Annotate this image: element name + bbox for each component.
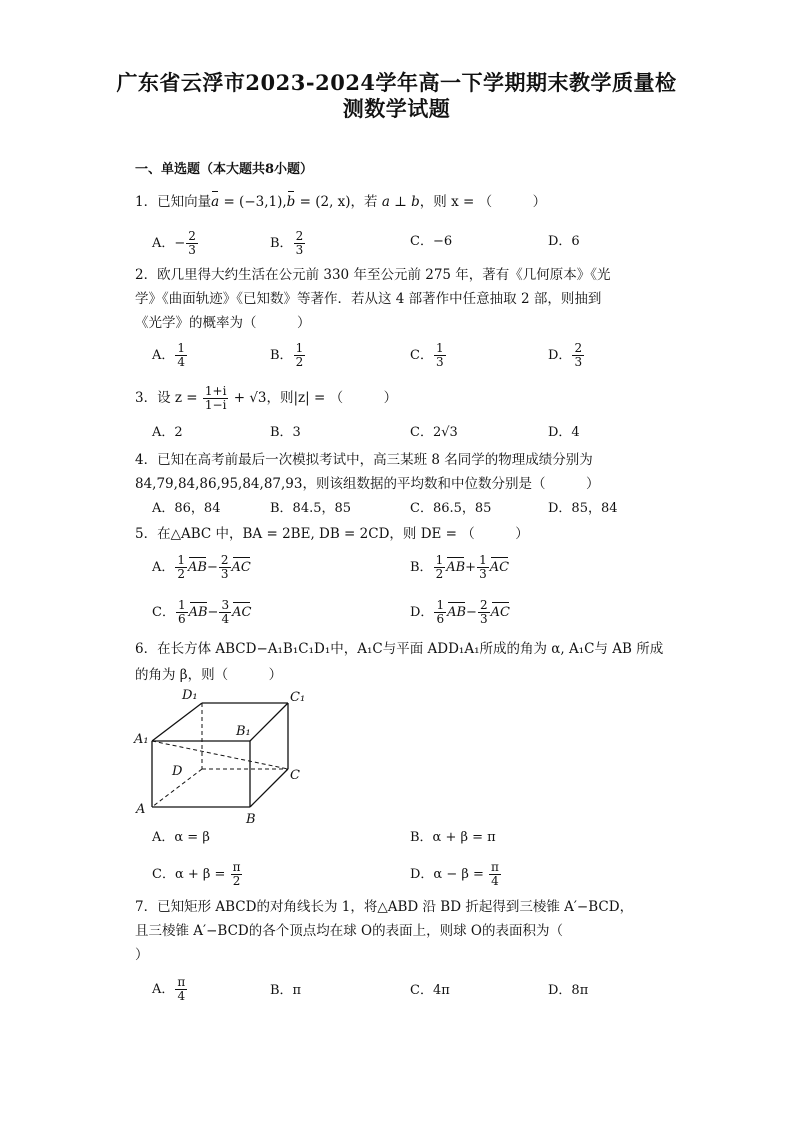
- fraction: [203, 385, 229, 412]
- question-6-line-2: 的角为 β，则（ ）: [135, 667, 283, 683]
- label-c1: C₁: [290, 690, 306, 705]
- fraction: [219, 554, 231, 581]
- q3-post: + √3，则|z| = （ ）: [229, 390, 398, 406]
- numerator: 2: [479, 598, 488, 612]
- q3-option-b[interactable]: B．3: [270, 425, 301, 440]
- fraction: [434, 554, 446, 581]
- numerator: 1: [177, 598, 186, 612]
- denominator: 2: [435, 567, 444, 581]
- q4-option-d[interactable]: D．85，84: [548, 501, 618, 516]
- vector: AC: [231, 560, 251, 575]
- label-d: D: [172, 764, 183, 779]
- q4-option-b[interactable]: B．84.5，85: [270, 501, 352, 516]
- question-7-line-3: ）: [135, 947, 149, 963]
- fraction: [175, 554, 187, 581]
- vector: AC: [232, 605, 252, 620]
- fraction: [478, 599, 490, 626]
- question-7-line-2: 且三棱锥 A′−BCD的各个顶点均在球 O的表面上，则球 O的表面积为（: [135, 923, 563, 939]
- vector: AC: [490, 605, 510, 620]
- q5-option-d[interactable]: [410, 599, 510, 626]
- question-4-line-2: 84,79,84,86,95,84,87,93，则该组数据的平均数和中位数分别是（ ）: [135, 476, 600, 492]
- option-label: A．: [152, 982, 175, 997]
- option-label: B．: [270, 348, 293, 363]
- denominator: 1−i: [204, 398, 227, 412]
- numerator: 2: [220, 553, 229, 567]
- denominator: 3: [220, 567, 229, 581]
- option-text: C．α + β =: [152, 867, 230, 882]
- q7-option-a[interactable]: [152, 976, 188, 1003]
- denominator: 3: [295, 243, 304, 257]
- denominator: 4: [491, 874, 499, 888]
- denominator: 3: [435, 355, 444, 369]
- operator: −: [207, 605, 219, 620]
- label-b: B: [246, 812, 256, 825]
- q2-option-d[interactable]: [548, 342, 585, 369]
- operator: +: [465, 560, 477, 575]
- q3-option-c[interactable]: C．2√3: [410, 425, 458, 440]
- label-b1: B₁: [236, 724, 251, 739]
- q1-option-d[interactable]: D．6: [548, 234, 580, 249]
- denominator: 4: [221, 612, 230, 626]
- numerator: 2: [574, 341, 583, 355]
- q7-option-c[interactable]: C．4π: [410, 983, 450, 998]
- q6-option-b[interactable]: B．α + β = π: [410, 830, 496, 845]
- q4-option-a[interactable]: A．86，84: [152, 501, 221, 516]
- numerator: 1: [436, 598, 445, 612]
- denominator: 3: [479, 612, 488, 626]
- operator: −: [206, 560, 218, 575]
- denominator: 3: [479, 567, 487, 581]
- fraction: [175, 976, 187, 1003]
- fraction: [434, 342, 446, 369]
- option-label: C．: [152, 605, 175, 620]
- label-a1: A₁: [134, 732, 149, 747]
- fraction: [219, 599, 231, 626]
- fraction: [294, 342, 306, 369]
- label-c: C: [290, 768, 300, 783]
- numerator: 3: [221, 598, 230, 612]
- numerator: 1: [295, 341, 304, 355]
- title-line-1: 广东省云浮市2023-2024学年高一下学期期末教学质量检: [116, 70, 677, 95]
- question-4-line-1: 4．已知在高考前最后一次模拟考试中，高三某班 8 名同学的物理成绩分别为: [135, 452, 593, 468]
- option-sign: −: [174, 236, 186, 251]
- q1-condition: a ⊥ b: [381, 194, 420, 210]
- denominator: 2: [295, 355, 304, 369]
- vector: AB: [447, 605, 467, 620]
- question-7-line-1: 7．已知矩形 ABCD的对角线长为 1，将△ABD 沿 BD 折起得到三棱锥 A′−BCD，: [135, 899, 634, 915]
- fraction: [186, 230, 198, 257]
- q5-option-b[interactable]: [410, 554, 509, 581]
- q2-option-c[interactable]: [410, 342, 447, 369]
- denominator: 2: [177, 567, 186, 581]
- option-label: A．: [152, 348, 175, 363]
- vector: AC: [489, 560, 510, 575]
- q2-option-b[interactable]: [270, 342, 306, 369]
- q1-option-a[interactable]: [152, 230, 199, 257]
- numerator: π: [232, 860, 241, 874]
- q4-option-c[interactable]: C．86.5，85: [410, 501, 492, 516]
- fraction: [489, 861, 501, 888]
- numerator: π: [491, 860, 499, 874]
- option-label: B．: [270, 236, 293, 251]
- q1-val-a: = (−3,1),: [219, 194, 287, 210]
- fraction: [231, 861, 243, 888]
- fraction: [477, 554, 489, 581]
- cuboid-figure: [130, 685, 310, 825]
- numerator: 1+i: [204, 384, 227, 398]
- q5-option-c[interactable]: [152, 599, 251, 626]
- q1-option-b[interactable]: [270, 230, 306, 257]
- numerator: π: [177, 975, 186, 989]
- numerator: 1: [479, 553, 487, 567]
- denominator: 2: [232, 874, 241, 888]
- q6-option-a[interactable]: A．α = β: [152, 830, 210, 845]
- question-6-line-1: 6．在长方体 ABCD−A₁B₁C₁D₁中，A₁C与平面 ADD₁A₁所成的角为 α, A₁C与 AB 所成: [135, 641, 664, 657]
- numerator: 1: [177, 341, 186, 355]
- numerator: 2: [295, 229, 304, 243]
- numerator: 1: [435, 341, 444, 355]
- fraction: [175, 342, 187, 369]
- q1-val-b: = (2, x)，若: [295, 194, 382, 210]
- q3-pre: 3．设 z =: [135, 390, 202, 406]
- denominator: 3: [188, 243, 196, 257]
- vector-b: b: [286, 194, 296, 210]
- denominator: 4: [177, 355, 186, 369]
- label-a: A: [136, 802, 146, 817]
- question-2-line-2: 学》《曲面轨迹》《已知数》等著作．若从这 4 部著作中任意抽取 2 部，则抽到: [135, 291, 602, 307]
- q3-option-d[interactable]: D．4: [548, 425, 580, 440]
- numerator: 2: [188, 229, 196, 243]
- vector: AB: [188, 605, 208, 620]
- option-label: D．: [548, 348, 572, 363]
- section-heading: 一、单选题（本大题共8小题）: [135, 162, 314, 177]
- q2-option-a[interactable]: [152, 342, 188, 369]
- title-line-2: 测数学试题: [342, 96, 451, 121]
- denominator: 3: [574, 355, 583, 369]
- vector: AB: [188, 560, 207, 575]
- label-d1: D₁: [182, 688, 198, 703]
- numerator: 1: [435, 553, 444, 567]
- option-label: D．: [410, 605, 434, 620]
- question-2-line-3: 《光学》的概率为（ ）: [135, 315, 311, 331]
- denominator: 6: [177, 612, 186, 626]
- fraction: [294, 230, 306, 257]
- question-3: [135, 385, 397, 412]
- vector-a: a: [211, 194, 220, 210]
- vector: AB: [446, 560, 466, 575]
- option-text: D．α − β =: [410, 867, 489, 882]
- question-5: 5．在△ABC 中，BA = 2BE, DB = 2CD，则 DE = （ ）: [135, 526, 529, 542]
- q6-option-d[interactable]: [410, 861, 502, 888]
- operator: −: [466, 605, 477, 620]
- q3-option-a[interactable]: A．2: [152, 425, 183, 440]
- q6-option-c[interactable]: [152, 861, 243, 888]
- q5-option-a[interactable]: [152, 554, 251, 581]
- q1-text-b: ，则 x = （ ）: [419, 194, 547, 210]
- q7-option-d[interactable]: D．8π: [548, 983, 589, 998]
- denominator: 4: [177, 989, 186, 1003]
- denominator: 6: [436, 612, 445, 626]
- fraction: [572, 342, 584, 369]
- question-1: [135, 193, 546, 211]
- option-label: A．: [152, 236, 175, 251]
- fraction: [176, 599, 188, 626]
- numerator: 1: [177, 553, 186, 567]
- option-label: C．: [410, 348, 433, 363]
- question-2-line-1: 2．欧几里得大约生活在公元前 330 年至公元前 275 年，著有《几何原本》《光: [135, 267, 611, 283]
- q1-option-c[interactable]: C．−6: [410, 234, 453, 249]
- q1-text-a: 1．已知向量: [135, 194, 212, 210]
- option-label: B．: [410, 560, 433, 575]
- option-label: A．: [152, 560, 175, 575]
- fraction: [434, 599, 446, 626]
- q7-option-b[interactable]: B．π: [270, 983, 302, 998]
